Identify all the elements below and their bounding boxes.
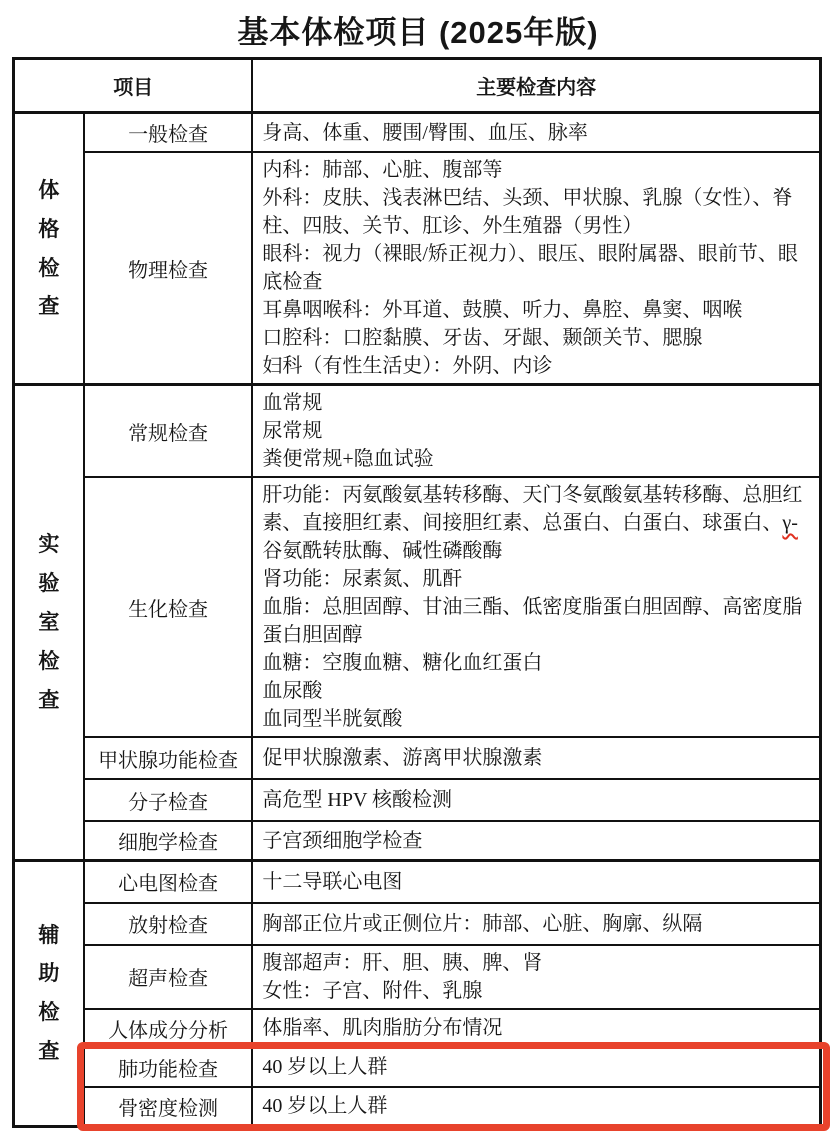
general-exam-label: 一般检查 [84,113,253,153]
dental-line: 口腔科：口腔黏膜、牙齿、牙龈、颞颌关节、腮腺 [262,324,813,352]
category-physical: 体格检查 [14,113,84,385]
category-auxiliary: 辅助检查 [14,861,84,1127]
header-row [14,59,821,113]
blood-lipid-line: 血脂：总胆固醇、甘油三酯、低密度脂蛋白胆固醇、高密度脂蛋白胆固醇 [262,593,813,649]
gynecology-line: 妇科（有性生活史）：外阴、内诊 [262,352,813,380]
ophthalmology-line: 眼科：视力（裸眼/矫正视力）、眼压、眼附属器、眼前节、眼底检查 [262,240,813,296]
lung-function-content: 40 岁以上人群 [252,1048,820,1087]
exam-table [12,57,822,1128]
body-composition-content: 体脂率、肌肉脂肪分布情况 [252,1009,820,1048]
radiology-exam-content: 胸部正位片或正侧位片：肺部、心脏、胸廓、纵隔 [252,903,820,945]
body-composition-label: 人体成分分析 [84,1009,253,1048]
ecg-exam-label: 心电图检查 [84,861,253,903]
molecular-exam-content: 高危型 HPV 核酸检测 [252,779,820,821]
header-item: 项目 [14,59,253,113]
kidney-function-line: 肾功能：尿素氮、肌酐 [262,565,813,593]
ultrasound-exam-content [252,945,820,1009]
category-laboratory: 实验室检查 [14,385,84,861]
page-title: 基本体检项目 (2025年版) [0,0,836,57]
liver-function-text: 肝功能：丙氨酸氨基转移酶、天门冬氨酸氨基转移酶、总胆红素、直接胆红素、间接胆红素、总蛋白、白蛋白、球蛋白、 [262,484,802,534]
biochem-exam-row [14,477,821,737]
female-ultrasound-line: 女性：子宫、附件、乳腺 [262,977,813,1005]
lung-function-label: 肺功能检查 [84,1048,253,1087]
thyroid-exam-content: 促甲状腺激素、游离甲状腺激素 [252,737,820,779]
cytology-exam-content: 子宫颈细胞学检查 [252,821,820,861]
biochem-exam-label: 生化检查 [84,477,253,737]
physical-exam-content [252,152,820,385]
biochem-exam-content [252,477,820,737]
physical-exam-row [14,152,821,385]
liver-function-text-end: 谷氨酰转肽酶、碱性磷酸酶 [262,540,502,562]
lung-function-row [14,1048,821,1087]
homocysteine-line: 血同型半胱氨酸 [262,705,813,733]
thyroid-exam-label: 甲状腺功能检查 [84,737,253,779]
blood-glucose-line: 血糖：空腹血糖、糖化血红蛋白 [262,649,813,677]
general-exam-row [14,113,821,153]
bone-density-content: 40 岁以上人群 [252,1087,820,1127]
ecg-exam-content: 十二导联心电图 [252,861,820,903]
thyroid-exam-row [14,737,821,779]
ent-line: 耳鼻咽喉科：外耳道、鼓膜、听力、鼻腔、鼻窦、咽喉 [262,296,813,324]
radiology-exam-row [14,903,821,945]
header-content: 主要检查内容 [252,59,820,113]
molecular-exam-label: 分子检查 [84,779,253,821]
ultrasound-exam-label: 超声检查 [84,945,253,1009]
ultrasound-exam-row [14,945,821,1009]
ecg-exam-row [14,861,821,903]
bone-density-label: 骨密度检测 [84,1087,253,1127]
stool-routine-line: 粪便常规+隐血试验 [262,445,813,473]
physical-exam-label: 物理检查 [84,152,253,385]
uric-acid-line: 血尿酸 [262,677,813,705]
bone-density-row [14,1087,821,1127]
abdominal-ultrasound-line: 腹部超声：肝、胆、胰、脾、肾 [262,949,813,977]
general-exam-content: 身高、体重、腰围/臀围、血压、脉率 [252,113,820,153]
body-composition-row [14,1009,821,1048]
routine-exam-row [14,385,821,478]
surgery-line: 外科：皮肤、浅表淋巴结、头颈、甲状腺、乳腺（女性）、脊柱、四肢、关节、肛诊、外生殖器（男性） [262,184,813,240]
urine-routine-line: 尿常规 [262,417,813,445]
cytology-exam-label: 细胞学检查 [84,821,253,861]
blood-routine-line: 血常规 [262,389,813,417]
molecular-exam-row [14,779,821,821]
internal-medicine-line: 内科：肺部、心脏、腹部等 [262,156,813,184]
routine-exam-content [252,385,820,478]
gamma-underlined-text: γ- [782,512,798,534]
cytology-exam-row [14,821,821,861]
liver-function-line [262,481,813,565]
radiology-exam-label: 放射检查 [84,903,253,945]
routine-exam-label: 常规检查 [84,385,253,478]
